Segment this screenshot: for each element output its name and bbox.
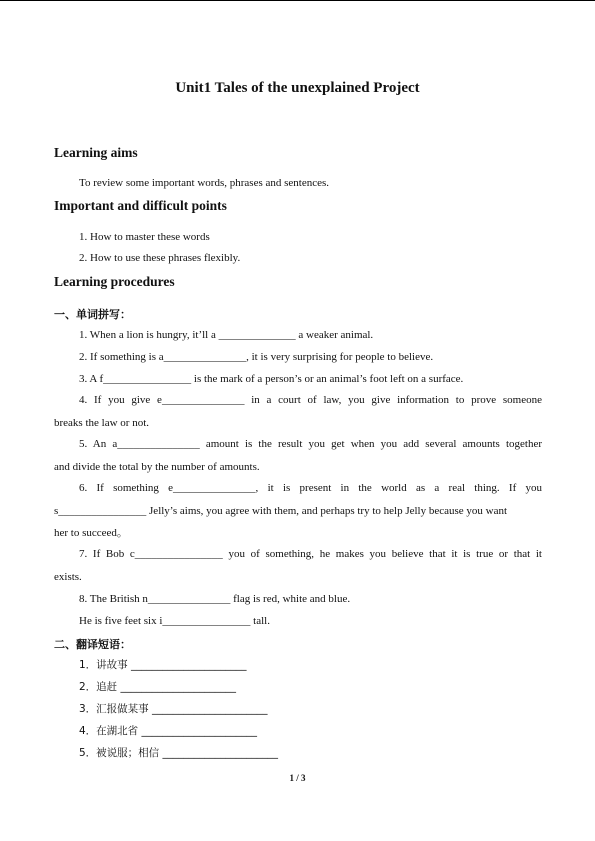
top-border-line [0,0,595,1]
phrase-item-1: 1．讲故事 ______________________ [79,659,247,671]
aims-text: To review some important words, phrases and sentences. [79,177,330,189]
spelling-item-4-line-1: 4. If you give e_______________ in a court of law, you give information to prove someone [79,394,542,406]
spelling-item-3: 3. A f________________ is the mark of a person’s or an animal’s foot left on a surface. [79,373,464,385]
spelling-item-6-line-1: 6. If something e_______________, it is present in the world as a real thing. If you [79,482,542,494]
spelling-item-7-line-1: 7. If Bob c________________ you of something, he makes you believe that it is true or that it [79,548,542,560]
spelling-item-2: 2. If something is a_______________, it is very surprising for people to believe. [79,351,434,363]
page-number: 1 / 3 [289,773,306,783]
heading-learning-aims: Learning aims [54,145,138,160]
spelling-item-5-line-2: and divide the total by the number of amounts. [54,461,260,473]
heading-learning-procedures: Learning procedures [54,274,175,289]
spelling-item-6-line-3: her to succeed。 [54,527,128,539]
heading-important-points: Important and difficult points [54,198,227,213]
point-item-2: 2. How to use these phrases flexibly. [79,252,241,264]
section-word-spelling: 一、单词拼写： [54,308,131,321]
phrase-item-2: 2．追赶 ______________________ [79,681,237,693]
phrase-item-5: 5．被说服；相信 ______________________ [79,747,279,759]
spelling-item-8-line-2: He is five feet six i________________ tall. [79,615,270,627]
spelling-item-7-line-2: exists. [54,571,82,583]
spelling-item-1: 1. When a lion is hungry, it’ll a ______________ a weaker animal. [79,329,374,341]
spelling-item-5-line-1: 5. An a_______________ amount is the result you get when you add several amounts together [79,438,542,450]
page-title: Unit1 Tales of the unexplained Project [175,80,420,96]
point-item-1: 1. How to master these words [79,231,210,243]
spelling-item-4-line-2: breaks the law or not. [54,417,149,429]
spelling-item-8-line-1: 8. The British n_______________ flag is red, white and blue. [79,593,351,605]
phrase-item-3: 3．汇报做某事 ______________________ [79,703,268,715]
phrase-item-4: 4．在湖北省 ______________________ [79,725,258,737]
spelling-item-6-line-2: s________________ Jelly’s aims, you agree with them, and perhaps try to help Jelly because you want [54,505,508,517]
section-phrase-translation: 二、翻译短语： [54,638,131,651]
